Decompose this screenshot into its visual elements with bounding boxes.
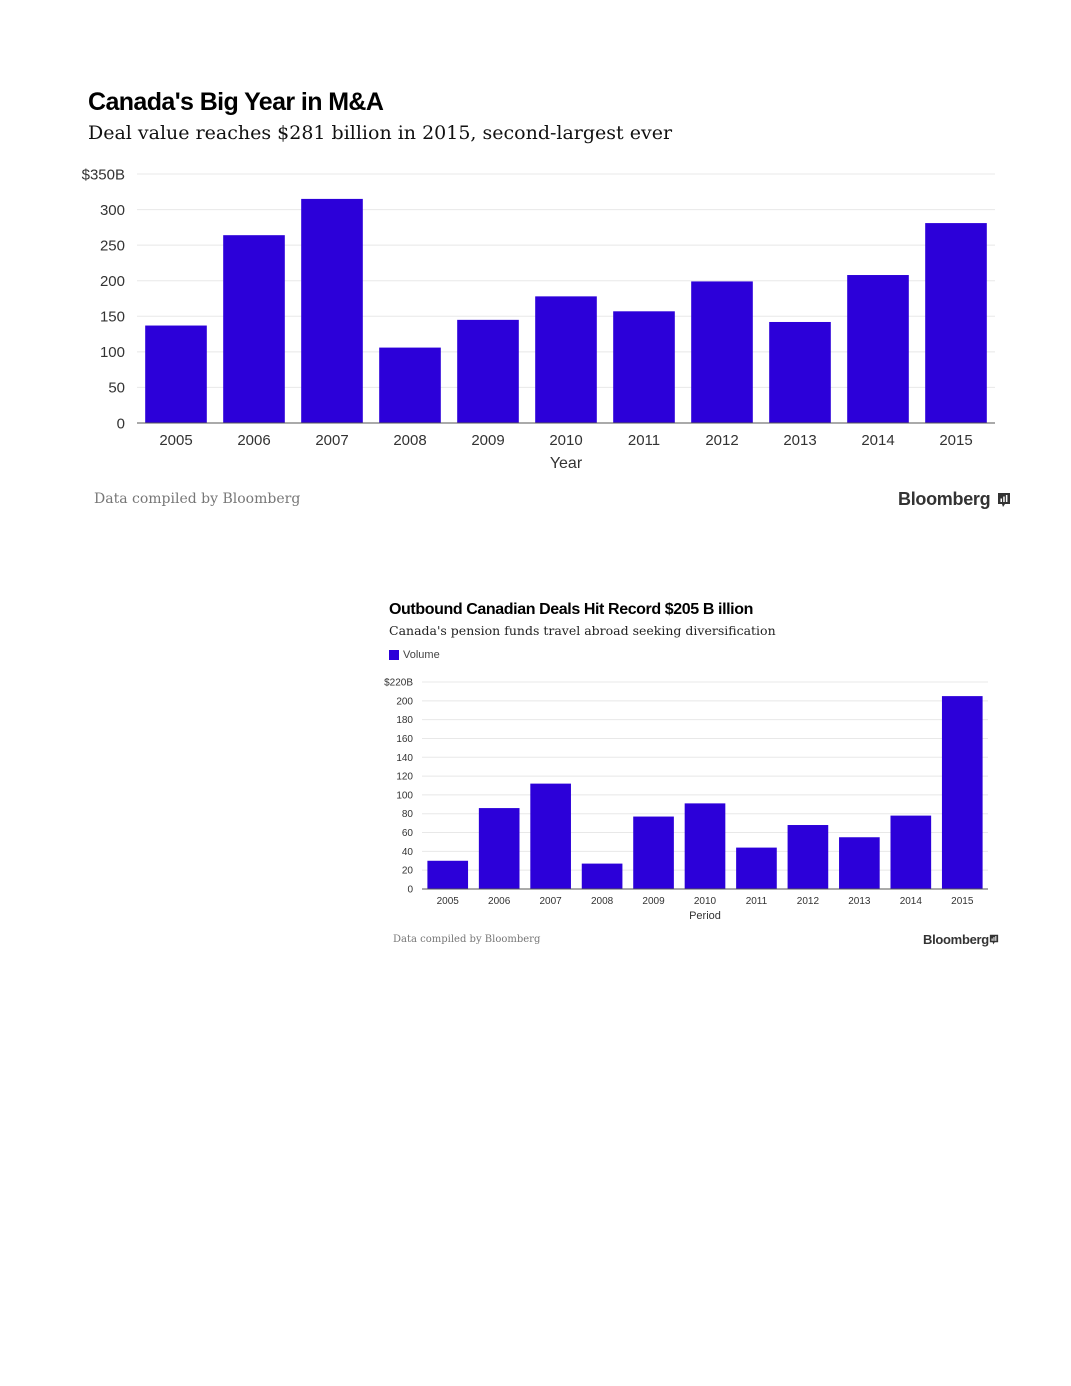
chart2-xtick-label: 2011: [745, 896, 768, 907]
chart2-bar: [685, 803, 726, 889]
chart1-source: Data compiled by Bloomberg: [94, 491, 301, 507]
chart2-bar: [479, 808, 520, 889]
chart2-bar: [633, 817, 674, 889]
chart1-ytick-label: $350B: [81, 166, 125, 184]
chart2-ytick-label: 140: [396, 752, 413, 764]
chart1-ytick-label: 300: [99, 201, 125, 219]
chart2-xtick-label: 2009: [642, 896, 665, 907]
chart1-ytick-label: 250: [99, 237, 125, 255]
chart1-xtick-label: 2008: [393, 432, 427, 449]
chart2-subtitle: Canada's pension funds travel abroad seeking diversification: [389, 623, 776, 638]
chart2-xtick-label: 2007: [539, 896, 562, 907]
chart1-xtick-label: 2007: [315, 432, 349, 449]
chart2-xtick-label: 2013: [848, 896, 871, 907]
chart2-ytick-label: 200: [396, 696, 413, 708]
chart1-ytick-label: 100: [99, 344, 125, 362]
chart1-ytick-label: 50: [108, 379, 125, 397]
chart2-bar: [427, 861, 468, 889]
chart1-xtick-label: 2013: [783, 432, 817, 449]
chart1-xtick-label: 2011: [627, 432, 661, 449]
chart1-xtick-label: 2012: [705, 432, 739, 449]
chart2-ytick-label: 0: [407, 884, 413, 896]
chart2-ytick-label: 120: [396, 771, 413, 783]
bloomberg-chart-icon-2: [989, 934, 999, 945]
chart2-xtick-label: 2008: [590, 896, 614, 907]
chart2-bar: [839, 837, 880, 889]
chart1-xtick-label: 2010: [549, 432, 583, 449]
chart2-bar: [788, 825, 829, 889]
chart1-ytick-label: 200: [99, 272, 125, 290]
chart1-xtick-label: 2014: [861, 432, 895, 449]
chart2-source: Data compiled by Bloomberg: [393, 934, 541, 945]
chart2-bar: [942, 696, 983, 889]
chart1-subtitle: Deal value reaches $281 billion in 2015, second-largest ever: [88, 122, 673, 144]
chart2-bar: [890, 816, 931, 889]
chart1-ytick-label: 0: [116, 415, 125, 433]
chart2-ytick-label: 20: [401, 865, 413, 877]
chart2-ytick-label: $220B: [384, 677, 413, 689]
chart2-xtick-label: 2015: [951, 896, 974, 907]
chart2-ytick-label: 180: [396, 715, 413, 727]
bloomberg-logo-text-2: Bloomberg: [923, 932, 989, 947]
legend-label: Volume: [403, 649, 440, 661]
chart2-ytick-label: 160: [396, 733, 413, 745]
chart1-title: Canada's Big Year in M&A: [88, 88, 384, 116]
chart2-ytick-label: 40: [401, 846, 413, 858]
chart2-bar: [530, 784, 571, 889]
chart1-xtick-label: 2005: [159, 432, 193, 449]
chart2-bar: [736, 848, 777, 889]
chart1-xtick-label: 2009: [471, 432, 505, 449]
chart2-x-axis-label: Period: [689, 910, 721, 922]
chart2-xtick-label: 2010: [693, 896, 717, 907]
chart1-xtick-label: 2006: [237, 432, 271, 449]
chart1-x-axis-label: Year: [549, 455, 583, 472]
chart2-title: Outbound Canadian Deals Hit Record $205 B illion: [389, 601, 753, 618]
chart2-xtick-label: 2006: [488, 896, 511, 907]
bloomberg-logo-text: Bloomberg: [898, 489, 991, 509]
chart2-ytick-label: 80: [401, 809, 413, 821]
chart1-ytick-label: 150: [99, 308, 125, 326]
chart2-ytick-label: 60: [401, 828, 413, 840]
chart2-xtick-label: 2005: [436, 896, 459, 907]
chart2-ytick-label: 100: [396, 790, 413, 802]
chart2-xtick-label: 2014: [899, 896, 922, 907]
chart1-xtick-label: 2015: [939, 432, 973, 449]
chart2-bar: [582, 864, 623, 889]
chart2-xtick-label: 2012: [796, 896, 820, 907]
